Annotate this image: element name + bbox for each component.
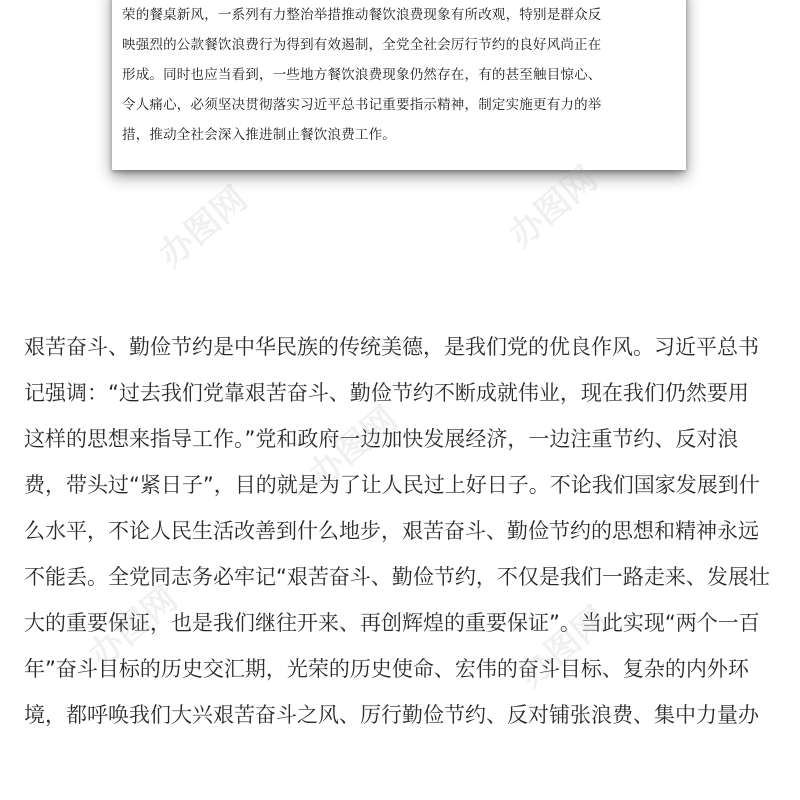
article-line: 费，带头过“紧日子”，目的就是为了让人民过上好日子。不论我们国家发展到什: [24, 473, 760, 497]
article-line: 境，都呼唤我们大兴艰苦奋斗之风、厉行勤俭节约、反对铺张浪费、集中力量办: [24, 703, 759, 727]
quote-card: [112, 0, 686, 170]
article-line: 年”奋斗目标的历史交汇期，光荣的历史使命、宏伟的奋斗目标、复杂的内外环: [24, 657, 749, 681]
watermark: 办图网: [301, 399, 406, 496]
article-line: 艰苦奋斗、勤俭节约是中华民族的传统美德，是我们党的优良作风。习近平总书: [24, 335, 759, 359]
article-line: 记强调：“过去我们党靠艰苦奋斗、勤俭节约不断成就伟业，现在我们仍然要用: [24, 381, 749, 405]
card-line: 荣的餐桌新风，一系列有力整治举措推动餐饮浪费现象有所改观，特别是群众反: [122, 7, 602, 23]
card-line: 形成。同时也应当看到，一些地方餐饮浪费现象仍然存在，有的甚至触目惊心、: [122, 67, 602, 83]
card-line: 措，推动全社会深入推进制止餐饮浪费工作。: [122, 127, 396, 143]
watermark: 办图网: [81, 579, 186, 676]
card-line: 映强烈的公款餐饮浪费行为得到有效遏制，全党全社会厉行节约的良好风尚正在: [122, 37, 602, 53]
article-body: [24, 324, 784, 738]
article-line: 不能丢。全党同志务必牢记“艰苦奋斗、勤俭节约，不仅是我们一路走来、发展壮: [24, 565, 770, 589]
card-line: 令人痛心，必须坚决贯彻落实习近平总书记重要指示精神，制定实施更有力的举: [122, 97, 602, 113]
article-line: 大的重要保证，也是我们继往开来、再创辉煌的重要保证”。当此实现“两个一百: [24, 611, 760, 635]
quote-card-text: [122, 0, 682, 150]
watermark: 办图网: [501, 159, 606, 256]
watermark: 办图网: [511, 599, 616, 696]
article-line: 么水平，不论人民生活改善到什么地步，艰苦奋斗、勤俭节约的思想和精神永远: [24, 519, 759, 543]
watermark: 办图网: [151, 179, 256, 276]
article-line: 这样的思想来指导工作。”党和政府一边加快发展经济，一边注重节约、反对浪: [24, 427, 739, 451]
